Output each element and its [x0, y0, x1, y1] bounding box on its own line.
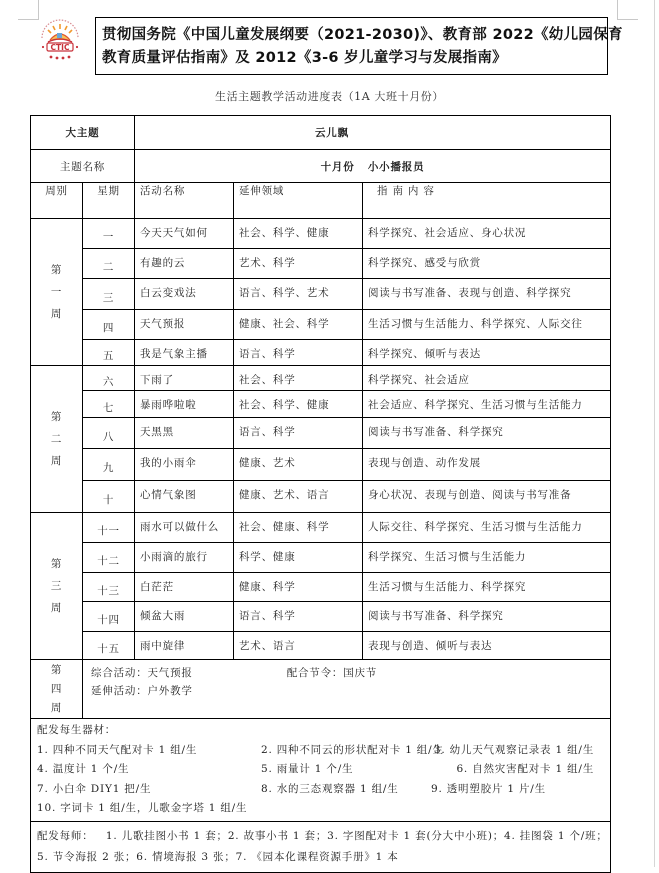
table-row — [31, 573, 611, 602]
week-label-char: 一 — [50, 286, 63, 298]
week-label-char: 四 — [50, 682, 63, 695]
activity-cell: 我的小雨伞 — [135, 449, 234, 481]
domain-cell: 健康、社会、科学 — [234, 310, 363, 340]
activity-cell: 我是气象主播 — [135, 340, 234, 366]
table-row — [31, 481, 611, 513]
day-cell: 十五 — [83, 632, 135, 660]
column-header-row — [31, 183, 611, 219]
guide-cell: 表现与创造、倾听与表达 — [363, 632, 611, 660]
day-cell: 十四 — [83, 602, 135, 632]
document-subtitle: 生活主题教学活动进度表（1A 大班十月份） — [214, 90, 445, 103]
material-item: 9. 透明塑胶片 1 片/生 — [431, 782, 546, 795]
material-item: 2. 四种不同云的形状配对卡 1 组/生 — [261, 743, 444, 756]
domain-cell: 健康、艺术、语言 — [234, 481, 363, 513]
activity-cell: 雨水可以做什么 — [135, 513, 234, 543]
integrated-activity: 综合活动：天气预报 — [91, 667, 193, 679]
week-label-char: 周 — [50, 308, 63, 320]
day-cell: 六 — [83, 366, 135, 391]
material-item: 1. 四种不同天气配对卡 1 组/生 — [37, 743, 198, 756]
domain-cell: 社会、科学、健康 — [234, 391, 363, 418]
activity-cell: 有趣的云 — [135, 249, 234, 279]
week-label-char: 第 — [50, 663, 63, 676]
big-theme-label: 大主题 — [31, 116, 135, 150]
guide-cell: 科学探究、倾听与表达 — [363, 340, 611, 366]
day-cell: 二 — [83, 249, 135, 279]
week-2-label — [31, 366, 83, 513]
policy-header-line-1: 贯彻国务院《中国儿童发展纲要（2021-2030)》、教育部 2022《幼儿园保育 — [102, 27, 623, 43]
day-cell: 一 — [83, 219, 135, 249]
week-4-label — [31, 660, 83, 719]
table-row — [31, 219, 611, 249]
guide-cell: 科学探究、社会适应、身心状况 — [363, 219, 611, 249]
domain-cell: 语言、科学 — [234, 340, 363, 366]
day-cell: 十二 — [83, 543, 135, 573]
activity-cell: 白云变戏法 — [135, 279, 234, 310]
domain-cell: 语言、科学 — [234, 418, 363, 449]
teacher-materials — [31, 821, 611, 872]
material-item-last: 10. 字词卡 1 组/生，儿歌金字塔 1 组/生 — [37, 802, 248, 814]
domain-cell: 社会、健康、科学 — [234, 513, 363, 543]
big-theme-value: 云儿飘 — [135, 116, 611, 150]
activity-schedule-table — [30, 115, 611, 873]
theme-name-label: 主题名称 — [31, 150, 135, 183]
guide-cell: 表现与创造、动作发展 — [363, 449, 611, 481]
week-label-char: 周 — [50, 701, 63, 714]
day-cell: 四 — [83, 310, 135, 340]
activity-cell: 天气预报 — [135, 310, 234, 340]
table-row — [31, 279, 611, 310]
activity-cell: 下雨了 — [135, 366, 234, 391]
day-cell: 三 — [83, 279, 135, 310]
material-item: 3. 幼儿天气观察记录表 1 组/生 — [433, 743, 595, 756]
day-cell: 十一 — [83, 513, 135, 543]
policy-header-box — [95, 17, 623, 75]
table-row — [31, 602, 611, 632]
week-4-content — [83, 660, 611, 719]
guide-cell: 人际交往、科学探究、生活习惯与生活能力 — [363, 513, 611, 543]
student-materials-row — [31, 719, 611, 822]
week-label-char: 第 — [50, 411, 63, 423]
crop-mark-top-left — [18, 0, 39, 20]
activity-cell: 心情气象图 — [135, 481, 234, 513]
table-row — [31, 391, 611, 418]
table-row — [31, 310, 611, 340]
activity-cell: 白茫茫 — [135, 573, 234, 602]
col-header-guide: 指 南 内 容 — [363, 183, 611, 219]
activity-cell: 天黑黑 — [135, 418, 234, 449]
week-3-label — [31, 513, 83, 660]
domain-cell: 语言、科学、艺术 — [234, 279, 363, 310]
big-theme-row — [31, 116, 611, 150]
material-item: 6. 自然灾害配对卡 1 组/生 — [456, 763, 595, 775]
table-row — [31, 449, 611, 481]
col-header-day: 星期 — [83, 183, 135, 219]
domain-cell: 科学、健康 — [234, 543, 363, 573]
material-item: 5. 雨量计 1 个/生 — [261, 763, 354, 775]
week-label-char: 第 — [50, 558, 63, 570]
guide-cell: 阅读与书写准备、科学探究 — [363, 418, 611, 449]
material-item: 7. 小白伞 DIY1 把/生 — [37, 782, 152, 795]
domain-cell: 艺术、语言 — [234, 632, 363, 660]
activity-cell: 今天天气如何 — [135, 219, 234, 249]
ctic-logo-icon — [36, 18, 84, 62]
guide-cell: 生活习惯与生活能力、科学探究、人际交往 — [363, 310, 611, 340]
table-row — [31, 249, 611, 279]
guide-cell: 生活习惯与生活能力、科学探究 — [363, 573, 611, 602]
domain-cell: 社会、科学 — [234, 366, 363, 391]
student-materials — [31, 719, 611, 822]
week-label-char: 二 — [50, 433, 63, 445]
policy-header-line-2: 教育质量评估指南》及 2012《3-6 岁儿童学习与发展指南》 — [102, 50, 507, 66]
day-cell: 八 — [83, 418, 135, 449]
guide-cell: 科学探究、感受与欣赏 — [363, 249, 611, 279]
guide-cell: 社会适应、科学探究、生活习惯与生活能力 — [363, 391, 611, 418]
table-row — [31, 513, 611, 543]
teacher-materials-line-2: 5. 节令海报 2 张；6. 情境海报 3 张；7. 《园本化课程资源手册》1 本 — [37, 850, 399, 863]
extended-activity: 延伸活动：户外教学 — [91, 685, 193, 697]
crop-mark-top-right — [617, 0, 638, 20]
student-materials-title: 配发每生器材： — [37, 724, 117, 736]
student-materials-list — [37, 741, 604, 800]
week-label-char: 第 — [50, 264, 63, 276]
domain-cell: 社会、科学、健康 — [234, 219, 363, 249]
domain-cell: 健康、艺术 — [234, 449, 363, 481]
guide-cell: 身心状况、表现与创造、阅读与书写准备 — [363, 481, 611, 513]
svg-text:CTIC: CTIC — [50, 42, 70, 52]
table-row — [31, 418, 611, 449]
domain-cell: 艺术、科学 — [234, 249, 363, 279]
day-cell: 七 — [83, 391, 135, 418]
day-cell: 九 — [83, 449, 135, 481]
week-4-row — [31, 660, 611, 719]
material-item: 8. 水的三态观察器 1 组/生 — [261, 782, 399, 795]
activity-cell: 倾盆大雨 — [135, 602, 234, 632]
teacher-materials-line-1: 配发每师： 1. 儿歌挂图小书 1 套；2. 故事小书 1 套；3. 字图配对卡 1 套(分大中小班)；4. 挂图袋 1 个/班； — [37, 829, 608, 842]
activity-cell: 小雨滴的旅行 — [135, 543, 234, 573]
table-row — [31, 366, 611, 391]
domain-cell: 健康、科学 — [234, 573, 363, 602]
guide-cell: 阅读与书写准备、科学探究 — [363, 602, 611, 632]
week-label-char: 周 — [50, 455, 63, 467]
teacher-materials-row — [31, 821, 611, 872]
col-header-week: 周别 — [31, 183, 83, 219]
col-header-domain: 延伸领域 — [234, 183, 363, 219]
festival-tie-in: 配合节令：国庆节 — [286, 667, 378, 679]
guide-cell: 阅读与书写准备、表现与创造、科学探究 — [363, 279, 611, 310]
activity-cell: 雨中旋律 — [135, 632, 234, 660]
day-cell: 十三 — [83, 573, 135, 602]
week-label-char: 周 — [50, 602, 63, 614]
day-cell: 十 — [83, 481, 135, 513]
activity-cell: 暴雨哗啦啦 — [135, 391, 234, 418]
table-row — [31, 543, 611, 573]
guide-cell: 科学探究、社会适应 — [363, 366, 611, 391]
material-item: 4. 温度计 1 个/生 — [37, 763, 130, 775]
page-edge — [654, 0, 655, 867]
theme-name-row — [31, 150, 611, 183]
day-cell: 五 — [83, 340, 135, 366]
theme-name-value: 十月份 小小播报员 — [135, 150, 611, 183]
week-1-label — [31, 219, 83, 366]
domain-cell: 语言、科学 — [234, 602, 363, 632]
table-row — [31, 340, 611, 366]
col-header-activity: 活动名称 — [135, 183, 234, 219]
guide-cell: 科学探究、生活习惯与生活能力 — [363, 543, 611, 573]
week-label-char: 三 — [50, 580, 63, 592]
table-row — [31, 632, 611, 660]
week-4-line-1 — [91, 664, 602, 682]
